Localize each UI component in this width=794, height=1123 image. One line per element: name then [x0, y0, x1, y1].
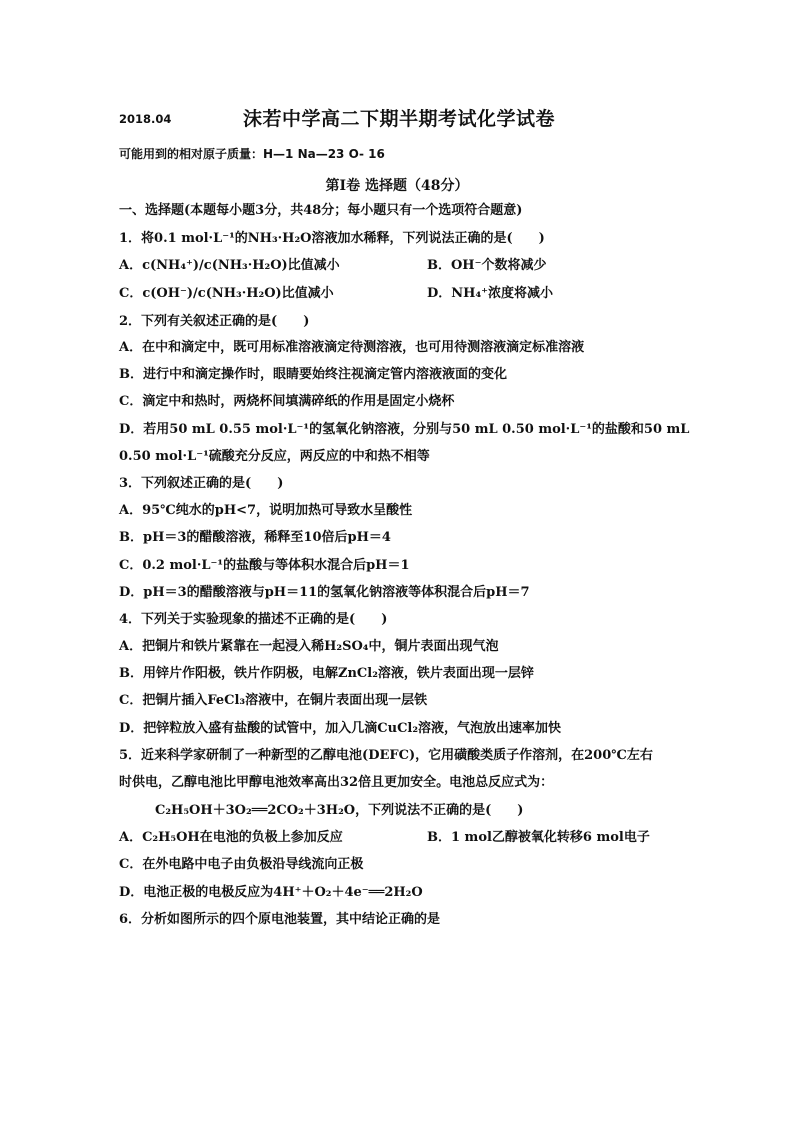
- exam-date: 2018.04: [119, 112, 172, 126]
- question-2-option-d: D．若用50 mL 0.55 mol·L⁻¹的氢氧化钠溶液，分别与50 mL 0.50 mol·L⁻¹的盐酸和50 mL: [119, 422, 690, 437]
- atomic-mass-note: 可能用到的相对原子质量：H—1 Na—23 O- 16: [119, 147, 385, 161]
- question-5-equation: C₂H₅OH＋3O₂══2CO₂＋3H₂O，下列说法不正确的是( ): [155, 803, 524, 818]
- question-4-stem: 4．下列关于实验现象的描述不正确的是( ): [119, 612, 388, 627]
- section-intro: 一、选择题(本题每小题3分，共48分；每小题只有一个选项符合题意): [119, 203, 523, 218]
- question-4-option-a: A．把铜片和铁片紧靠在一起浸入稀H₂SO₄中，铜片表面出现气泡: [119, 639, 499, 654]
- question-4-option-c: C．把铜片插入FeCl₃溶液中，在铜片表面出现一层铁: [119, 693, 428, 708]
- question-5-stem-cont: 时供电，乙醇电池比甲醇电池效率高出32倍且更加安全。电池总反应式为：: [119, 775, 554, 790]
- question-2-stem: 2．下列有关叙述正确的是( ): [119, 314, 310, 329]
- question-3-option-c: C．0.2 mol·L⁻¹的盐酸与等体积水混合后pH＝1: [119, 558, 410, 573]
- question-5-option-d: D．电池正极的电极反应为4H⁺＋O₂＋4e⁻══2H₂O: [119, 885, 423, 900]
- question-3-option-a: A．95℃纯水的pH<7，说明加热可导致水呈酸性: [119, 503, 413, 518]
- question-5-option-b: B．1 mol乙醇被氧化转移6 mol电子: [427, 830, 650, 845]
- question-3-option-d: D．pH＝3的醋酸溶液与pH＝11的氢氧化钠溶液等体积混合后pH＝7: [119, 585, 530, 600]
- question-3-stem: 3．下列叙述正确的是( ): [119, 476, 284, 491]
- question-5-stem: 5．近来科学家研制了一种新型的乙醇电池(DEFC)，它用磺酸类质子作溶剂，在200℃左右: [119, 748, 653, 763]
- exam-header: [119, 104, 679, 134]
- question-4-option-d: D．把锌粒放入盛有盐酸的试管中，加入几滴CuCl₂溶液，气泡放出速率加快: [119, 721, 562, 736]
- question-4-option-b: B．用锌片作阳极，铁片作阴极，电解ZnCl₂溶液，铁片表面出现一层锌: [119, 666, 534, 681]
- question-1-option-b: B．OH⁻个数将减少: [427, 258, 547, 273]
- question-1-option-d: D．NH₄⁺浓度将减小: [427, 286, 553, 301]
- question-2-option-b: B．进行中和滴定操作时，眼睛要始终注视滴定管内溶液液面的变化: [119, 367, 507, 382]
- question-6-stem: 6．分析如图所示的四个原电池装置，其中结论正确的是: [119, 912, 441, 927]
- question-2-option-c: C．滴定中和热时，两烧杯间填满碎纸的作用是固定小烧杯: [119, 394, 455, 409]
- question-2-option-a: A．在中和滴定中，既可用标准溶液滴定待测溶液，也可用待测溶液滴定标准溶液: [119, 340, 585, 355]
- exam-title: 沫若中学高二下期半期考试化学试卷: [243, 108, 556, 130]
- section-title: 第Ⅰ卷 选择题（48分）: [325, 178, 469, 194]
- question-1-stem: 1．将0.1 mol·L⁻¹的NH₃·H₂O溶液加水稀释，下列说法正确的是( ): [119, 231, 545, 246]
- question-2-option-d-cont: 0.50 mol·L⁻¹硫酸充分反应，两反应的中和热不相等: [119, 449, 430, 464]
- question-5-option-c: C．在外电路中电子由负极沿导线流向正极: [119, 857, 364, 872]
- question-1-option-a: A．c(NH₄⁺)/c(NH₃·H₂O)比值减小: [119, 258, 340, 273]
- question-3-option-b: B．pH＝3的醋酸溶液，稀释至10倍后pH＝4: [119, 530, 391, 545]
- question-1-option-c: C．c(OH⁻)/c(NH₃·H₂O)比值减小: [119, 286, 334, 301]
- question-5-option-a: A．C₂H₅OH在电池的负极上参加反应: [119, 830, 343, 845]
